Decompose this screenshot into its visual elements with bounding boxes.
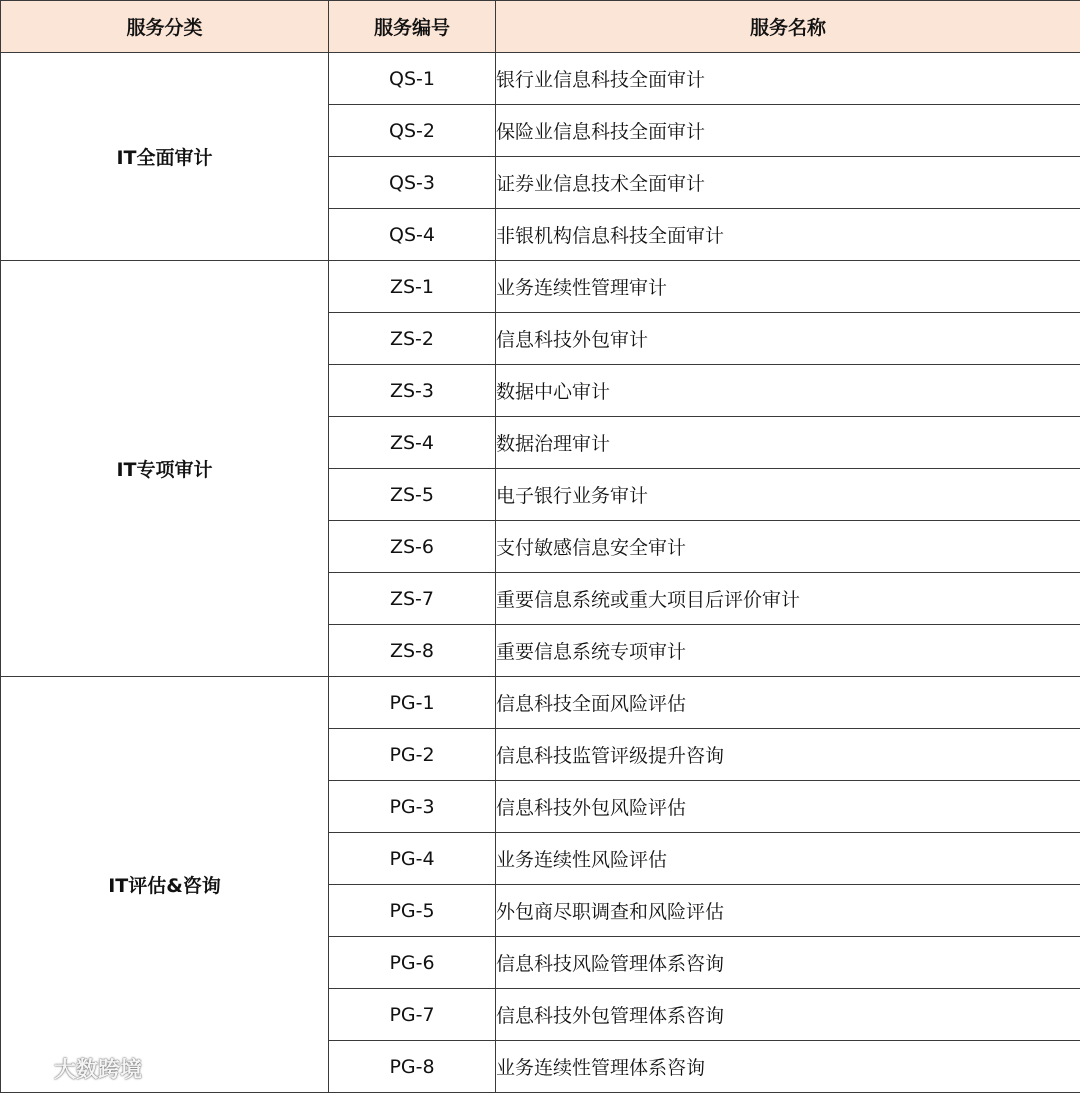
header-code: 服务编号 (329, 1, 496, 53)
table-body (1, 53, 1080, 1093)
category-cell: IT评估&咨询 (1, 677, 329, 1093)
service-name-cell: 业务连续性管理体系咨询 (496, 1041, 1080, 1093)
service-name-cell: 数据中心审计 (496, 365, 1080, 417)
service-name-cell: 信息科技外包管理体系咨询 (496, 989, 1080, 1041)
service-code-cell: QS-1 (329, 53, 496, 105)
service-code-cell: ZS-8 (329, 625, 496, 677)
service-name-cell: 保险业信息科技全面审计 (496, 105, 1080, 157)
service-name-cell: 外包商尽职调查和风险评估 (496, 885, 1080, 937)
category-cell: IT专项审计 (1, 261, 329, 677)
service-code-cell: PG-1 (329, 677, 496, 729)
service-code-cell: ZS-7 (329, 573, 496, 625)
service-code-cell: ZS-4 (329, 417, 496, 469)
service-code-cell: QS-4 (329, 209, 496, 261)
service-name-cell: 信息科技外包审计 (496, 313, 1080, 365)
service-name-cell: 业务连续性风险评估 (496, 833, 1080, 885)
category-cell: IT全面审计 (1, 53, 329, 261)
header-category: 服务分类 (1, 1, 329, 53)
brand-logo-icon (10, 1056, 50, 1082)
service-code-cell: QS-2 (329, 105, 496, 157)
service-code-cell: ZS-2 (329, 313, 496, 365)
table-row (1, 261, 1080, 313)
service-name-cell: 非银机构信息科技全面审计 (496, 209, 1080, 261)
service-code-cell: ZS-6 (329, 521, 496, 573)
service-name-cell: 数据治理审计 (496, 417, 1080, 469)
service-code-cell: PG-2 (329, 729, 496, 781)
service-code-cell: ZS-1 (329, 261, 496, 313)
service-code-cell: ZS-3 (329, 365, 496, 417)
service-name-cell: 支付敏感信息安全审计 (496, 521, 1080, 573)
watermark (10, 1053, 142, 1084)
service-code-cell: QS-3 (329, 157, 496, 209)
service-name-cell: 银行业信息科技全面审计 (496, 53, 1080, 105)
service-name-cell: 证券业信息技术全面审计 (496, 157, 1080, 209)
service-code-cell: PG-5 (329, 885, 496, 937)
service-code-cell: PG-3 (329, 781, 496, 833)
table-header-row (1, 1, 1080, 53)
service-name-cell: 重要信息系统或重大项目后评价审计 (496, 573, 1080, 625)
watermark-text: 大数跨境 (54, 1053, 142, 1084)
service-name-cell: 电子银行业务审计 (496, 469, 1080, 521)
service-name-cell: 重要信息系统专项审计 (496, 625, 1080, 677)
service-code-cell: PG-8 (329, 1041, 496, 1093)
service-name-cell: 信息科技监管评级提升咨询 (496, 729, 1080, 781)
table-row (1, 677, 1080, 729)
service-name-cell: 业务连续性管理审计 (496, 261, 1080, 313)
service-name-cell: 信息科技风险管理体系咨询 (496, 937, 1080, 989)
service-code-cell: PG-7 (329, 989, 496, 1041)
header-name: 服务名称 (496, 1, 1080, 53)
service-code-cell: PG-4 (329, 833, 496, 885)
service-code-cell: PG-6 (329, 937, 496, 989)
table-row (1, 53, 1080, 105)
service-name-cell: 信息科技全面风险评估 (496, 677, 1080, 729)
service-name-cell: 信息科技外包风险评估 (496, 781, 1080, 833)
service-code-cell: ZS-5 (329, 469, 496, 521)
